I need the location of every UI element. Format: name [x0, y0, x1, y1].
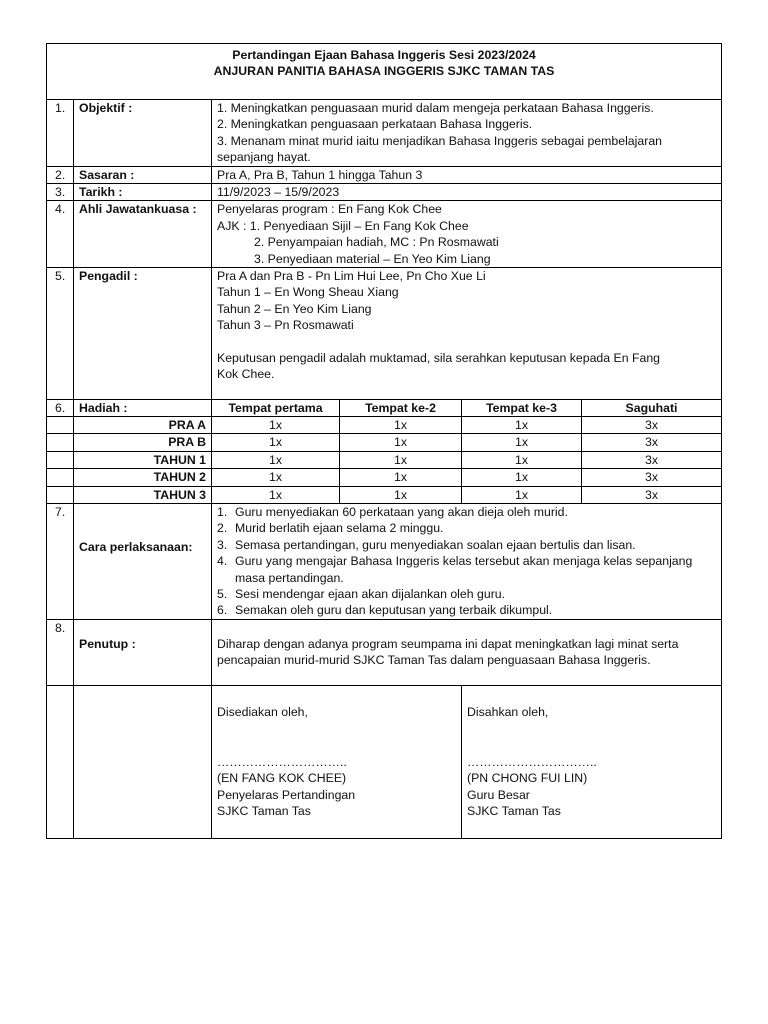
- list-text: Guru yang mengajar Bahasa Inggeris kelas tersebut akan menjaga kelas sepanjang masa pertandingan.: [235, 554, 693, 585]
- hadiah-cell: 1x: [212, 486, 340, 503]
- hadiah-cell: 1x: [340, 416, 462, 433]
- hadiah-column-header: Saguhati: [582, 399, 722, 416]
- row-penutup: [47, 619, 722, 685]
- signature-role: Penyelaras Pertandingan: [217, 787, 356, 802]
- row-number: 2.: [47, 166, 74, 183]
- row-number: 4.: [47, 201, 74, 268]
- spacer: [217, 720, 456, 754]
- ajk-line: AJK : 1. Penyediaan Sijil – En Fang Kok Chee: [217, 218, 469, 233]
- pengadil-line: Tahun 3 – Pn Rosmawati: [217, 318, 354, 333]
- list-text: Semakan oleh guru dan keputusan yang terbaik dikumpul.: [235, 603, 553, 618]
- hadiah-cell: 1x: [212, 434, 340, 451]
- list-number: 1.: [217, 504, 228, 519]
- row-label: Objektif :: [74, 100, 212, 167]
- row-label: Cara perlaksanaan:: [74, 503, 212, 619]
- hadiah-cell: 3x: [582, 486, 722, 503]
- pengadil-line: Pra A dan Pra B - Pn Lim Hui Lee, Pn Cho Xue Li: [217, 269, 486, 284]
- hadiah-cell: 3x: [582, 469, 722, 486]
- signature-title: Disediakan oleh,: [217, 704, 308, 719]
- signature-name: (EN FANG KOK CHEE): [217, 771, 347, 786]
- hadiah-cell: 3x: [582, 451, 722, 468]
- objektif-line: 3. Menanam minat murid iaitu menjadikan Bahasa Inggeris sebagai pembelajaran: [217, 133, 662, 148]
- row-number: 5.: [47, 268, 74, 399]
- document-header: [47, 44, 722, 100]
- list-text: Semasa pertandingan, guru menyediakan soalan ejaan bertulis dan lisan.: [235, 537, 636, 552]
- list-item: [217, 504, 716, 520]
- pengadil-note: Keputusan pengadil adalah muktamad, sila serahkan keputusan kepada En Fang Kok Chee.: [217, 350, 660, 382]
- ajk-line: 3. Penyediaan material – En Yeo Kim Liang: [254, 251, 491, 266]
- ajk-line: 2. Penyampaian hadiah, MC : Pn Rosmawati: [254, 235, 499, 250]
- list-number: 4.: [217, 554, 228, 569]
- signature-name: (PN CHONG FUI LIN): [467, 771, 588, 786]
- list-item: [217, 602, 716, 618]
- objektif-line: 1. Meningkatkan penguasaan murid dalam mengeja perkataan Bahasa Inggeris.: [217, 101, 654, 115]
- cara-content: [212, 503, 722, 619]
- penutup-text: Diharap dengan adanya program seumpama ini dapat meningkatkan lagi minat serta pencapaian murid-murid SJKC Taman Tas dalam penguasaan Bahasa Inggeris.: [212, 619, 722, 685]
- list-number: 6.: [217, 603, 228, 618]
- row-pengadil: [47, 268, 722, 399]
- signature-dots: …………………………..: [217, 755, 347, 769]
- hadiah-column-header: Tempat ke-2: [340, 399, 462, 416]
- hadiah-row-name: PRA B: [74, 434, 212, 451]
- spacer: [217, 334, 716, 350]
- hadiah-cell: 1x: [462, 451, 582, 468]
- empty-cell: [47, 685, 74, 838]
- row-signatures: [47, 685, 722, 838]
- hadiah-cell: 1x: [340, 434, 462, 451]
- header-subtitle: ANJURAN PANITIA BAHASA INGGERIS SJKC TAMAN TAS: [213, 64, 555, 79]
- spacer: [467, 720, 716, 754]
- row-label: Penutup :: [74, 619, 212, 685]
- table-row: [47, 486, 722, 503]
- row-sasaran: [47, 166, 722, 183]
- list-number: 5.: [217, 586, 228, 601]
- row-number: 8.: [47, 619, 74, 685]
- hadiah-cell: 1x: [462, 469, 582, 486]
- empty-cell: [47, 451, 74, 468]
- hadiah-row-name: TAHUN 1: [74, 451, 212, 468]
- empty-cell: [74, 685, 212, 838]
- list-item: [217, 520, 716, 536]
- document: [46, 43, 721, 839]
- pengadil-content: [212, 268, 722, 399]
- row-label: Ahli Jawatankuasa :: [74, 201, 212, 268]
- empty-cell: [47, 486, 74, 503]
- list-number: 3.: [217, 537, 228, 552]
- row-tarikh: [47, 184, 722, 201]
- tarikh-value: 11/9/2023 – 15/9/2023: [212, 184, 722, 201]
- signature-role: Guru Besar: [467, 787, 530, 802]
- ajk-line: Penyelaras program : En Fang Kok Chee: [217, 202, 442, 217]
- cara-list: [217, 504, 716, 619]
- hadiah-column-header: Tempat pertama: [212, 399, 340, 416]
- objektif-content: [212, 100, 722, 167]
- row-label: Tarikh :: [74, 184, 212, 201]
- list-text: Sesi mendengar ejaan akan dijalankan oleh guru.: [235, 586, 506, 601]
- hadiah-column-header: Tempat ke-3: [462, 399, 582, 416]
- objektif-line: sepanjang hayat.: [217, 150, 311, 165]
- hadiah-cell: 1x: [212, 416, 340, 433]
- empty-cell: [47, 416, 74, 433]
- pengadil-line: Tahun 2 – En Yeo Kim Liang: [217, 301, 372, 316]
- hadiah-cell: 1x: [212, 451, 340, 468]
- hadiah-row-name: PRA A: [74, 416, 212, 433]
- signature-title: Disahkan oleh,: [467, 704, 549, 719]
- ajk-content: [212, 201, 722, 268]
- list-item: [217, 553, 716, 586]
- row-ajk: [47, 201, 722, 268]
- signature-dots: …………………………..: [467, 755, 597, 769]
- empty-cell: [47, 434, 74, 451]
- hadiah-cell: 1x: [212, 469, 340, 486]
- hadiah-cell: 1x: [340, 486, 462, 503]
- list-text: Murid berlatih ejaan selama 2 minggu.: [235, 521, 444, 536]
- row-cara: [47, 503, 722, 619]
- row-label: Sasaran :: [74, 166, 212, 183]
- list-text: Guru menyediakan 60 perkataan yang akan dieja oleh murid.: [235, 504, 568, 519]
- table-row: [47, 416, 722, 433]
- row-label: Hadiah :: [74, 399, 212, 416]
- row-number: 3.: [47, 184, 74, 201]
- row-objektif: [47, 100, 722, 167]
- hadiah-cell: 1x: [462, 434, 582, 451]
- hadiah-cell: 3x: [582, 434, 722, 451]
- list-item: [217, 586, 716, 602]
- hadiah-row-name: TAHUN 2: [74, 469, 212, 486]
- hadiah-cell: 1x: [462, 486, 582, 503]
- signature-right: [462, 685, 722, 838]
- table-row: [47, 451, 722, 468]
- list-number: 2.: [217, 521, 228, 536]
- row-hadiah: [47, 399, 722, 416]
- hadiah-cell: 1x: [462, 416, 582, 433]
- row-number: 6.: [47, 399, 74, 416]
- row-label: Pengadil :: [74, 268, 212, 399]
- hadiah-cell: 1x: [340, 469, 462, 486]
- sasaran-value: Pra A, Pra B, Tahun 1 hingga Tahun 3: [212, 166, 722, 183]
- objektif-line: 2. Meningkatkan penguasaan perkataan Bahasa Inggeris.: [217, 117, 533, 132]
- signature-school: SJKC Taman Tas: [217, 804, 311, 819]
- list-item: [217, 537, 716, 553]
- program-table: [46, 43, 722, 839]
- empty-cell: [47, 469, 74, 486]
- table-row: [47, 434, 722, 451]
- hadiah-cell: 3x: [582, 416, 722, 433]
- table-row: [47, 469, 722, 486]
- hadiah-cell: 1x: [340, 451, 462, 468]
- spacer: [217, 383, 716, 399]
- row-number: 1.: [47, 100, 74, 167]
- signature-left: [212, 685, 462, 838]
- header-title: Pertandingan Ejaan Bahasa Inggeris Sesi 2023/2024: [232, 48, 536, 62]
- row-number: 7.: [47, 503, 74, 619]
- hadiah-row-name: TAHUN 3: [74, 486, 212, 503]
- pengadil-line: Tahun 1 – En Wong Sheau Xiang: [217, 285, 399, 300]
- signature-school: SJKC Taman Tas: [467, 804, 561, 819]
